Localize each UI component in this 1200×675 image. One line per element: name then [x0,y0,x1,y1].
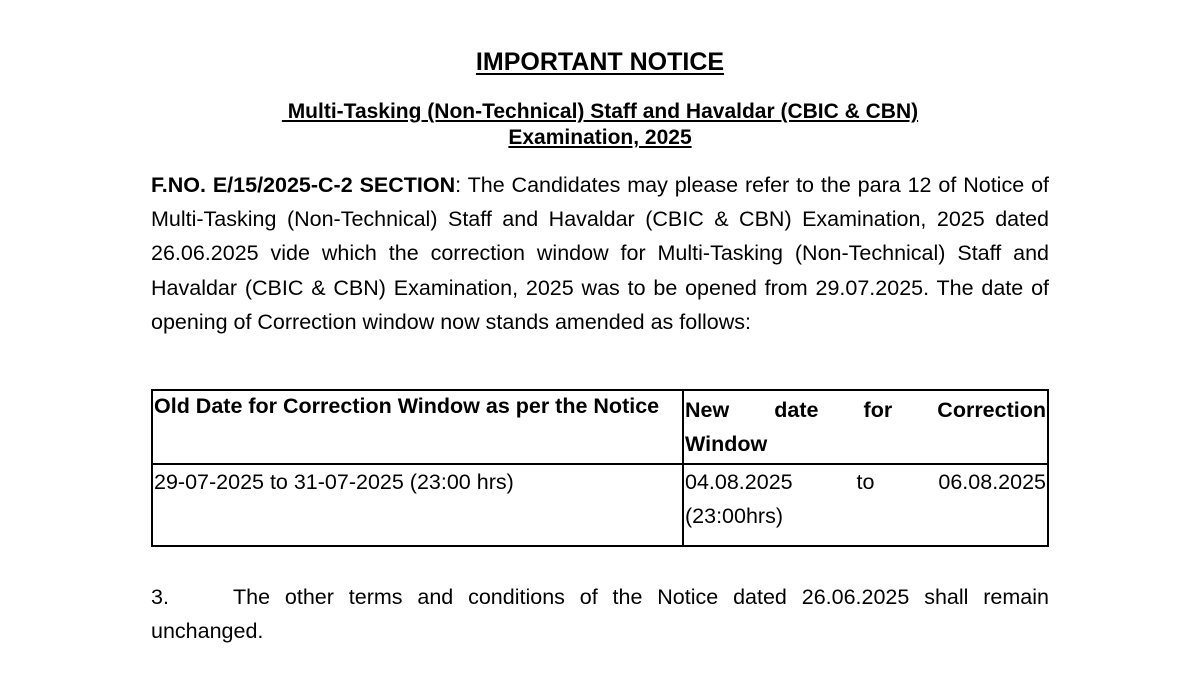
header-new-date [683,390,1048,464]
table-row [152,464,1048,546]
notice-body-paragraph [151,168,1049,339]
header-old-date: Old Date for Correction Window as per the Notice [152,390,683,464]
subtitle-line-2: Examination, 2025 [508,126,692,149]
cell-new-date [683,464,1048,546]
table-header-row [152,390,1048,464]
body-text: : The Candidates may please refer to the para 12 of Notice of Multi-Tasking (Non-Technical) Staff and Havaldar (CBIC & CBN) Examination, 2025 dated 26.06.2025 vide which the correction window for Multi-Tasking (Non-Technical) Staff and Havaldar (CBIC & CBN) Examination, 2025 was to be opened from 29.07.2025. The date of opening of Correction window now stands amended as follows: [151,173,1049,334]
point-number: 3. [151,585,169,609]
notice-title: IMPORTANT NOTICE [475,48,725,76]
point-3-text: The other terms and conditions of the Notice dated 26.06.2025 shall remain unchanged. [151,585,1049,644]
point-3-paragraph [151,580,1049,648]
cell-new-date-line-1: 04.08.2025 to 06.08.2025 [685,470,1046,494]
file-number: F.NO. E/15/2025-C-2 SECTION [151,173,456,197]
notice-subtitle [150,99,1050,151]
correction-window-table [151,389,1049,547]
cell-new-date-line-2: (23:00hrs) [685,504,783,528]
header-new-date-line-2: Window [685,432,768,456]
header-new-date-line-1: New date for Correction [685,398,1046,422]
cell-old-date: 29-07-2025 to 31-07-2025 (23:00 hrs) [152,464,683,546]
subtitle-line-1: Multi-Tasking (Non-Technical) Staff and Havaldar (CBIC & CBN) [281,100,919,123]
